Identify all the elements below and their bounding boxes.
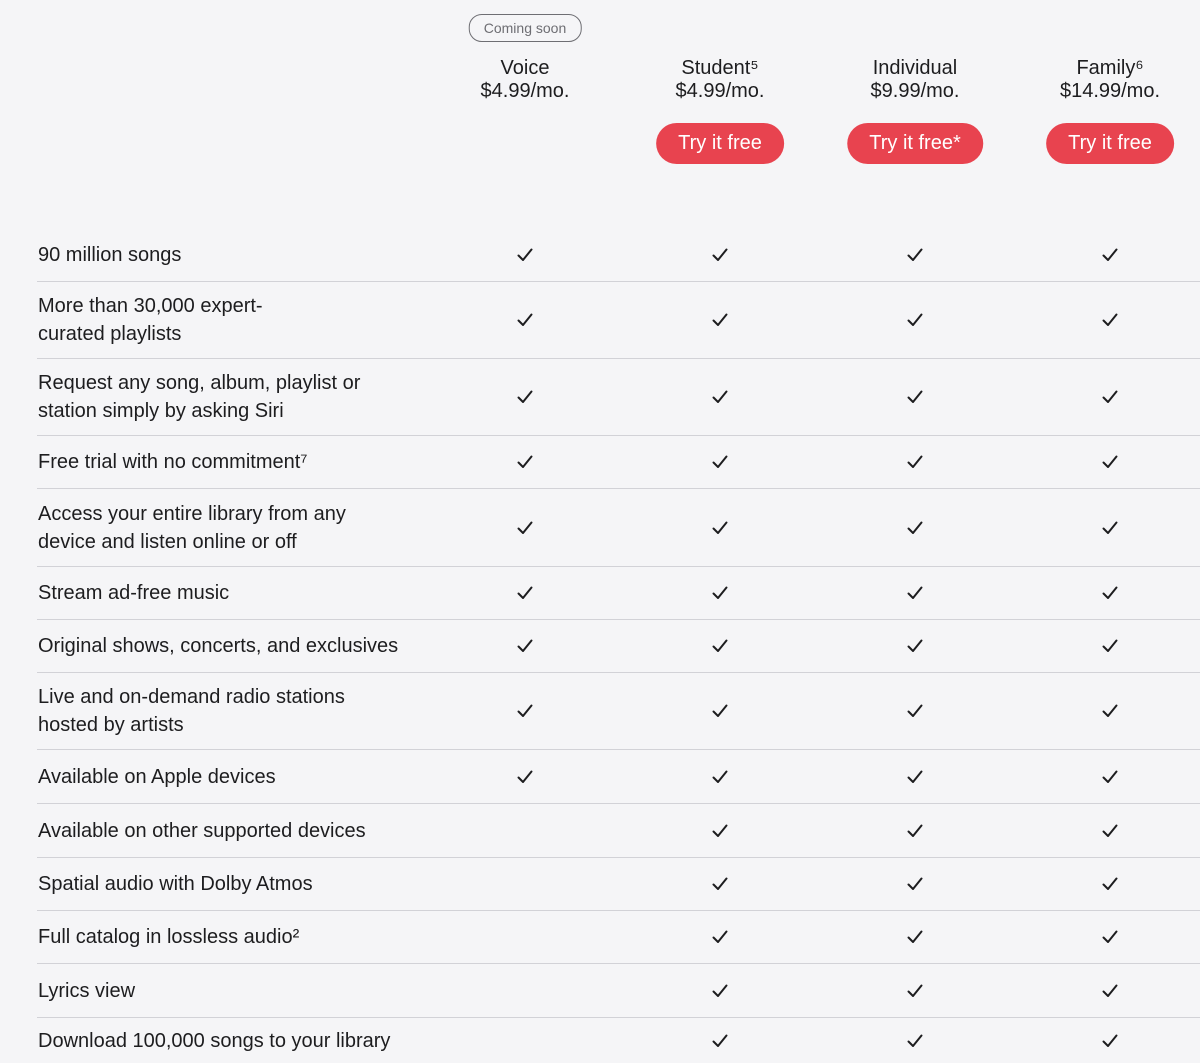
checkmark-icon — [711, 822, 729, 840]
checkmark-icon — [1101, 822, 1119, 840]
checkmark-icon — [1101, 928, 1119, 946]
plans-header — [0, 0, 1200, 200]
plan-price: $4.99/mo. — [480, 80, 570, 102]
feature-label: Access your entire library from any device and listen online or off — [38, 502, 346, 553]
feature-row — [37, 911, 1200, 964]
feature-row — [37, 620, 1200, 673]
checkmark-icon — [906, 453, 924, 471]
feature-label: Full catalog in lossless audio² — [38, 926, 300, 948]
feature-label: Live and on-demand radio stations hosted by artists — [38, 686, 345, 736]
feature-row — [37, 282, 1200, 359]
try-it-free-button[interactable]: Try it free — [656, 123, 784, 164]
checkmark-icon — [1101, 311, 1119, 329]
checkmark-icon — [1101, 453, 1119, 471]
plan-name: Student⁵ — [681, 57, 759, 79]
checkmark-icon — [906, 875, 924, 893]
checkmark-icon — [906, 311, 924, 329]
feature-label: Available on other supported devices — [38, 819, 366, 842]
try-it-free-button[interactable]: Try it free — [1046, 123, 1174, 164]
feature-label: Spatial audio with Dolby Atmos — [38, 873, 313, 895]
feature-label: Original shows, concerts, and exclusives — [38, 635, 399, 657]
feature-row — [37, 673, 1200, 750]
checkmark-icon — [906, 637, 924, 655]
checkmark-icon — [1101, 875, 1119, 893]
checkmark-icon — [1101, 388, 1119, 406]
checkmark-icon — [516, 702, 534, 720]
checkmark-icon — [1101, 982, 1119, 1000]
checkmark-icon — [906, 519, 924, 537]
checkmark-icon — [711, 637, 729, 655]
feature-row — [37, 228, 1200, 282]
feature-label: More than 30,000 expert- curated playlists — [38, 295, 263, 345]
checkmark-icon — [711, 875, 729, 893]
checkmark-icon — [516, 453, 534, 471]
checkmark-icon — [906, 768, 924, 786]
coming-soon-badge: Coming soon — [469, 14, 582, 42]
checkmark-icon — [906, 822, 924, 840]
feature-row — [37, 567, 1200, 620]
feature-row — [37, 964, 1200, 1018]
feature-row — [37, 1018, 1200, 1063]
checkmark-icon — [1101, 768, 1119, 786]
checkmark-icon — [906, 928, 924, 946]
plan-price: $14.99/mo. — [1059, 80, 1161, 102]
checkmark-icon — [1101, 702, 1119, 720]
checkmark-icon — [906, 246, 924, 264]
checkmark-icon — [711, 982, 729, 1000]
checkmark-icon — [711, 702, 729, 720]
try-it-free-button[interactable]: Try it free* — [847, 123, 983, 164]
checkmark-icon — [711, 928, 729, 946]
checkmark-icon — [906, 702, 924, 720]
checkmark-icon — [711, 1032, 729, 1050]
checkmark-icon — [516, 388, 534, 406]
checkmark-icon — [516, 311, 534, 329]
feature-label: Stream ad-free music — [38, 582, 230, 604]
feature-label: Download 100,000 songs to your library — [38, 1029, 391, 1052]
checkmark-icon — [711, 246, 729, 264]
feature-row — [37, 858, 1200, 911]
checkmark-icon — [906, 982, 924, 1000]
checkmark-icon — [1101, 246, 1119, 264]
plan-price: $4.99/mo. — [675, 80, 765, 102]
feature-row — [37, 750, 1200, 804]
checkmark-icon — [711, 388, 729, 406]
checkmark-icon — [906, 388, 924, 406]
plan-name: Individual — [872, 57, 958, 79]
checkmark-icon — [711, 584, 729, 602]
plan-name: Voice — [500, 57, 550, 79]
checkmark-icon — [1101, 1032, 1119, 1050]
checkmark-icon — [516, 519, 534, 537]
feature-label: Available on Apple devices — [38, 765, 276, 788]
feature-label: Request any song, album, playlist or station simply by asking Siri — [38, 372, 361, 422]
checkmark-icon — [1101, 637, 1119, 655]
checkmark-icon — [711, 519, 729, 537]
feature-label: Lyrics view — [38, 979, 136, 1002]
checkmark-icon — [516, 246, 534, 264]
checkmark-icon — [711, 768, 729, 786]
checkmark-icon — [1101, 519, 1119, 537]
feature-row — [37, 359, 1200, 436]
checkmark-icon — [1101, 584, 1119, 602]
feature-row — [37, 489, 1200, 567]
feature-label: Free trial with no commitment⁷ — [38, 451, 308, 473]
checkmark-icon — [906, 1032, 924, 1050]
plan-price: $9.99/mo. — [870, 80, 960, 102]
feature-label: 90 million songs — [38, 243, 182, 266]
checkmark-icon — [516, 768, 534, 786]
checkmark-icon — [906, 584, 924, 602]
feature-row — [37, 436, 1200, 489]
checkmark-icon — [516, 584, 534, 602]
plan-name: Family⁶ — [1076, 57, 1144, 79]
checkmark-icon — [711, 453, 729, 471]
feature-row — [37, 804, 1200, 858]
checkmark-icon — [516, 637, 534, 655]
checkmark-icon — [711, 311, 729, 329]
